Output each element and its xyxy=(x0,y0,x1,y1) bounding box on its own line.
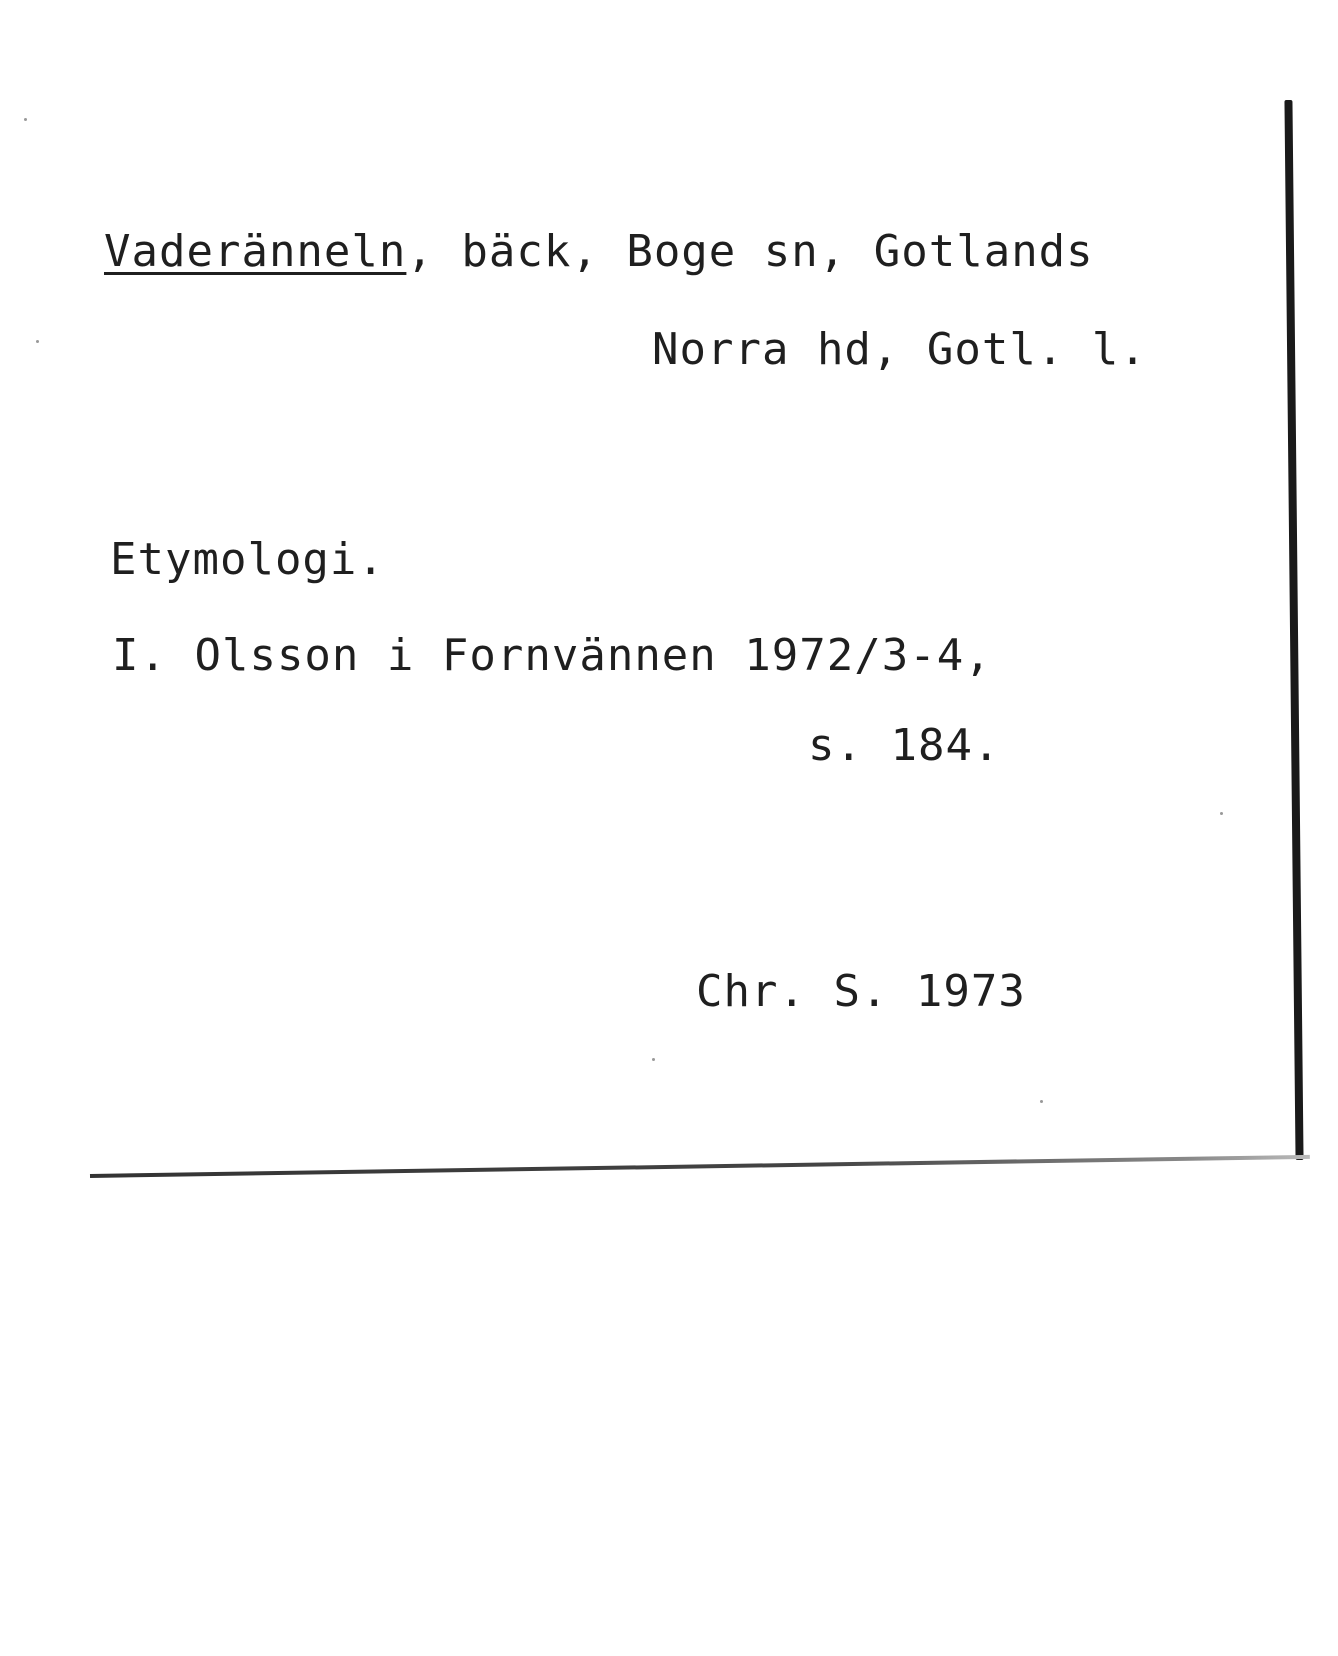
paper-speck xyxy=(24,118,27,121)
card-right-edge xyxy=(1284,100,1303,1160)
reference-line: I. Olsson i Fornvännen 1972/3-4, xyxy=(112,630,992,681)
location-line: Norra hd, Gotl. l. xyxy=(652,324,1147,375)
paper-speck xyxy=(36,340,39,343)
heading-rest: , bäck, Boge sn, Gotlands xyxy=(406,226,1094,277)
signature-line: Chr. S. 1973 xyxy=(696,966,1026,1017)
paper-speck xyxy=(652,1058,655,1061)
headword: Vaderänneln xyxy=(104,226,407,277)
heading-line xyxy=(104,226,1094,278)
page-line: s. 184. xyxy=(808,720,1001,771)
paper-speck xyxy=(1220,812,1223,815)
card-bottom-edge xyxy=(90,1155,1310,1178)
section-label: Etymologi. xyxy=(110,534,385,585)
paper-speck xyxy=(1040,1100,1043,1103)
